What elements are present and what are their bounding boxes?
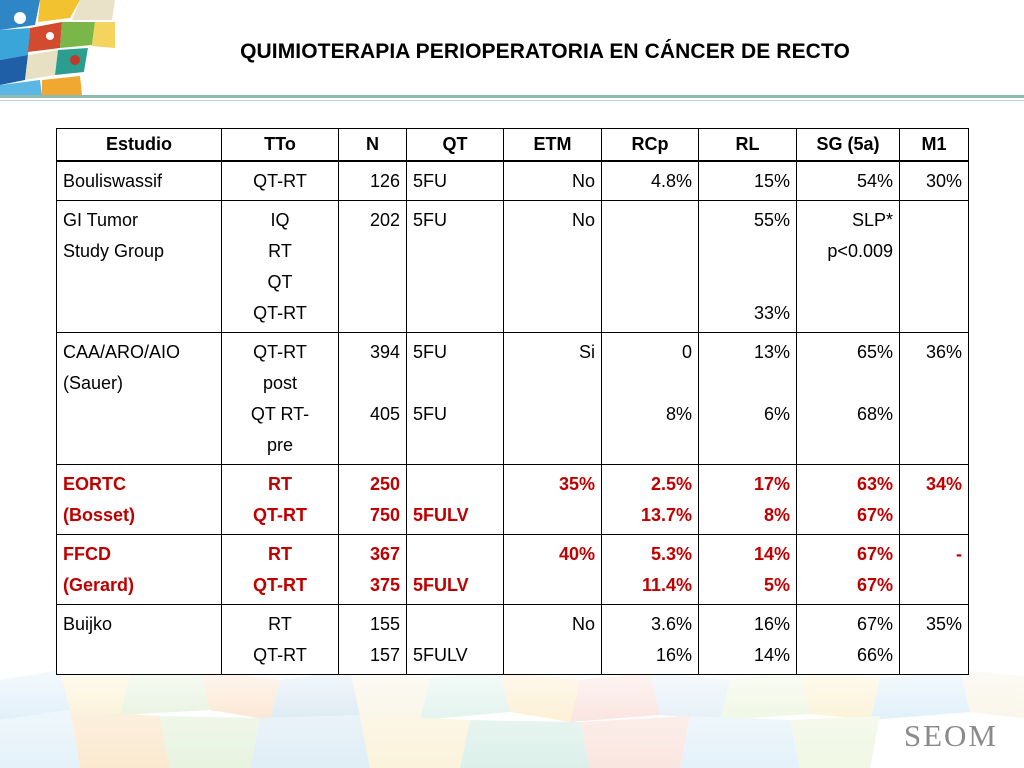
cell-line: 0	[681, 342, 692, 362]
cell-rcp	[602, 465, 699, 535]
cell-line	[413, 609, 497, 640]
cell-line: SLP*	[851, 210, 893, 230]
cell-line: 67%	[856, 614, 893, 634]
cell-line: 126	[369, 171, 400, 191]
cell-line: 5%	[763, 575, 790, 595]
cell-etm	[504, 161, 602, 201]
header-divider	[0, 95, 1024, 98]
cell-line: 14%	[753, 544, 790, 564]
cell-line: QT-RT	[253, 342, 307, 362]
cell-line: 67%	[856, 544, 893, 564]
cell-etm	[504, 465, 602, 535]
cell-line: 157	[369, 645, 400, 665]
cell-qt	[407, 161, 504, 201]
cell-line: 14%	[753, 645, 790, 665]
cell-etm	[504, 333, 602, 465]
cell-line: RT	[268, 544, 292, 564]
cell-line: 35%	[558, 474, 595, 494]
cell-rl	[699, 333, 797, 465]
cell-line: 5FU	[413, 404, 448, 424]
header-qt: QT	[407, 129, 504, 162]
cell-line: RT	[268, 241, 292, 261]
cell-line	[608, 368, 692, 399]
cell-qt	[407, 201, 504, 333]
cell-estudio	[57, 465, 222, 535]
cell-m1	[900, 605, 969, 675]
cell-line: 65%	[856, 342, 893, 362]
cell-line: 8%	[763, 505, 790, 525]
cell-line: (Gerard)	[63, 575, 135, 595]
cell-tto	[222, 201, 339, 333]
slide-title: QUIMIOTERAPIA PERIOPERATORIA EN CÁNCER DE RECTO	[240, 40, 850, 63]
cell-line: 5FULV	[413, 505, 469, 525]
cell-line: 13%	[753, 342, 790, 362]
header-n: N	[339, 129, 407, 162]
cell-line: QT-RT	[253, 303, 307, 323]
cell-etm	[504, 535, 602, 605]
cell-line: 5FU	[413, 342, 448, 362]
cell-line: post	[262, 373, 298, 393]
cell-line: 202	[369, 210, 400, 230]
cell-line	[705, 267, 790, 298]
cell-line: 55%	[753, 210, 790, 230]
mosaic-logo-decoration	[0, 0, 115, 95]
cell-line: (Sauer)	[63, 373, 124, 393]
cell-line: QT RT-	[250, 404, 310, 424]
cell-m1	[900, 161, 969, 201]
cell-line: Study Group	[63, 241, 165, 261]
cell-line: 4.8%	[650, 171, 692, 191]
cell-sg	[797, 161, 900, 201]
cell-sg	[797, 201, 900, 333]
cell-line: No	[571, 210, 595, 230]
cell-line: 155	[369, 614, 400, 634]
cell-line: 5.3%	[650, 544, 692, 564]
cell-estudio	[57, 201, 222, 333]
cell-line	[906, 205, 962, 236]
cell-line: 5FU	[413, 210, 448, 230]
cell-line: QT-RT	[253, 505, 307, 525]
cell-line: 67%	[856, 505, 893, 525]
table-row	[57, 161, 969, 201]
cell-line: 68%	[856, 404, 893, 424]
cell-line	[608, 205, 692, 236]
cell-line: 40%	[558, 544, 595, 564]
cell-line: 17%	[753, 474, 790, 494]
cell-line: 66%	[856, 645, 893, 665]
cell-rcp	[602, 161, 699, 201]
cell-line: RT	[268, 474, 292, 494]
cell-m1	[900, 333, 969, 465]
cell-n	[339, 465, 407, 535]
cell-rcp	[602, 201, 699, 333]
header-estudio: Estudio	[57, 129, 222, 162]
cell-line: 2.5%	[650, 474, 692, 494]
cell-tto	[222, 605, 339, 675]
cell-line: 16%	[753, 614, 790, 634]
header-etm: ETM	[504, 129, 602, 162]
cell-line: Bouliswassif	[63, 171, 163, 191]
cell-line	[413, 469, 497, 500]
cell-line: EORTC	[63, 474, 126, 494]
cell-line: QT	[267, 272, 293, 292]
cell-line: 54%	[856, 171, 893, 191]
table-row	[57, 465, 969, 535]
cell-estudio	[57, 333, 222, 465]
cell-n	[339, 535, 407, 605]
header-divider-thin	[0, 100, 1024, 101]
cell-line: 5FULV	[413, 575, 469, 595]
cell-line: 375	[369, 575, 400, 595]
cell-line	[705, 368, 790, 399]
table-row	[57, 333, 969, 465]
cell-line	[345, 368, 400, 399]
cell-qt	[407, 333, 504, 465]
header-tto: TTo	[222, 129, 339, 162]
cell-etm	[504, 201, 602, 333]
cell-line: 33%	[753, 303, 790, 323]
cell-qt	[407, 605, 504, 675]
header-m1: M1	[900, 129, 969, 162]
table-row	[57, 201, 969, 333]
cell-line: p<0.009	[827, 241, 893, 261]
cell-line: 11.4%	[641, 575, 692, 595]
cell-line: 5FU	[413, 171, 448, 191]
cell-line: 67%	[856, 575, 893, 595]
cell-sg	[797, 535, 900, 605]
cell-m1	[900, 465, 969, 535]
cell-line	[705, 236, 790, 267]
cell-tto	[222, 161, 339, 201]
cell-line	[413, 368, 497, 399]
cell-line: Si	[578, 342, 595, 362]
cell-rcp	[602, 333, 699, 465]
cell-line: 6%	[763, 404, 790, 424]
cell-rl	[699, 605, 797, 675]
seom-logo: SEOM	[903, 718, 998, 753]
cell-n	[339, 605, 407, 675]
cell-rcp	[602, 535, 699, 605]
cell-line: Buijko	[63, 614, 113, 634]
cell-line: No	[571, 171, 595, 191]
header-sg-5a: SG (5a)	[797, 129, 900, 162]
cell-estudio	[57, 605, 222, 675]
table-row	[57, 605, 969, 675]
cell-line: -	[956, 544, 962, 564]
cell-line: 250	[369, 474, 400, 494]
header-rl: RL	[699, 129, 797, 162]
cell-line: GI Tumor	[63, 210, 139, 230]
cell-n	[339, 333, 407, 465]
cell-line: 13.7%	[640, 505, 692, 525]
cell-qt	[407, 465, 504, 535]
cell-line: 750	[369, 505, 400, 525]
cell-line: pre	[266, 435, 293, 455]
cell-line: FFCD	[63, 544, 111, 564]
cell-line: 36%	[925, 342, 962, 362]
cell-line: 367	[369, 544, 400, 564]
cell-line: IQ	[270, 210, 290, 230]
cell-line: 3.6%	[650, 614, 692, 634]
cell-sg	[797, 333, 900, 465]
cell-line: 35%	[925, 614, 962, 634]
cell-etm	[504, 605, 602, 675]
cell-rl	[699, 465, 797, 535]
table-header-row	[57, 129, 969, 162]
cell-rl	[699, 535, 797, 605]
cell-sg	[797, 465, 900, 535]
cell-line: 405	[369, 404, 400, 424]
table-row	[57, 535, 969, 605]
cell-line: 394	[369, 342, 400, 362]
cell-line: No	[571, 614, 595, 634]
cell-estudio	[57, 161, 222, 201]
cell-tto	[222, 535, 339, 605]
cell-line: 8%	[665, 404, 692, 424]
cell-line: RT	[268, 614, 292, 634]
header-rcp: RCp	[602, 129, 699, 162]
cell-line: QT-RT	[253, 171, 307, 191]
cell-estudio	[57, 535, 222, 605]
cell-sg	[797, 605, 900, 675]
cell-rl	[699, 201, 797, 333]
cell-tto	[222, 465, 339, 535]
cell-line	[803, 368, 893, 399]
cell-rl	[699, 161, 797, 201]
cell-line: 5FULV	[413, 645, 468, 665]
cell-line: QT-RT	[253, 645, 307, 665]
cell-line: 34%	[925, 474, 962, 494]
cell-tto	[222, 333, 339, 465]
cell-rcp	[602, 605, 699, 675]
cell-qt	[407, 535, 504, 605]
cell-line: (Bosset)	[63, 505, 136, 525]
perioperative-chemo-table	[56, 128, 969, 675]
cell-n	[339, 161, 407, 201]
cell-line: 63%	[856, 474, 893, 494]
cell-line: CAA/ARO/AIO	[63, 342, 181, 362]
cell-line: 16%	[655, 645, 692, 665]
cell-line: QT-RT	[253, 575, 307, 595]
cell-m1	[900, 535, 969, 605]
cell-line	[413, 539, 497, 570]
cell-m1	[900, 201, 969, 333]
cell-line: 30%	[925, 171, 962, 191]
cell-line: 15%	[753, 171, 790, 191]
cell-n	[339, 201, 407, 333]
